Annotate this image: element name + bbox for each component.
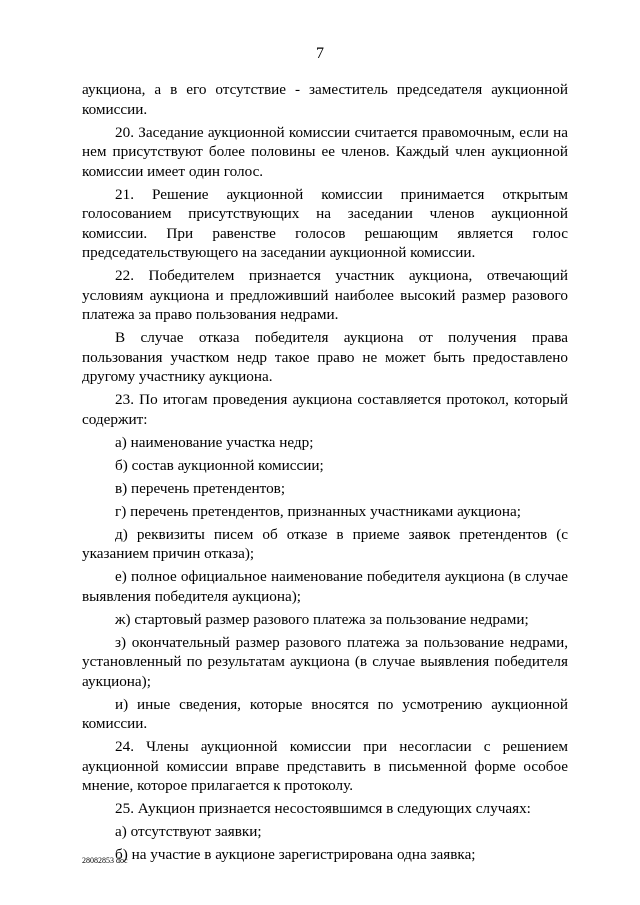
paragraph-25: 25. Аукцион признается несостоявшимся в следующих случаях: (115, 800, 531, 817)
list-item-e: е) полное официальное наименование победителя аукциона (в случае выявления победителя аукциона); (82, 568, 568, 605)
paragraph-22: 22. Победителем признается участник аукциона, отвечающий условиям аукциона и предложивший наиболее высокий размер разового платежа за право пользования недрами. (82, 267, 568, 323)
list-item-a: а) наименование участка недр; (115, 433, 314, 451)
page-number: 7 (316, 45, 324, 62)
list-item-g: г) перечень претендентов, признанных участниками аукциона; (115, 502, 521, 520)
paragraph-continuation: аукциона, а в его отсутствие - заместитель председателя аукционной комиссии. (82, 81, 568, 118)
list-item-v: в) перечень претендентов; (115, 479, 286, 497)
list-item-25-a: а) отсутствуют заявки; (115, 823, 262, 840)
document-body (82, 80, 568, 868)
list-item-b: б) состав аукционной комиссии; (115, 456, 324, 474)
list-item-25-b: б) на участие в аукционе зарегистрирована одна заявка; (115, 846, 476, 863)
paragraph-24: 24. Члены аукционной комиссии при несогласии с решением аукционной комиссии вправе представить в письменной форме особое мнение, которое прилагается к протоколу. (82, 738, 568, 794)
list-item-d: д) реквизиты писем об отказе в приеме заявок претендентов (с указанием причин отказа); (82, 525, 568, 562)
list-item-z: з) окончательный размер разового платежа за пользование недрами, установленный по результатам аукциона (в случае выявления победителя аукциона); (82, 633, 568, 690)
footer-doc-code: 28082853 doc (82, 856, 128, 865)
list-item-i: и) иные сведения, которые вносятся по усмотрению аукционной комиссии. (82, 695, 568, 732)
paragraph-20: 20. Заседание аукционной комиссии считается правомочным, если на нем присутствуют более половины ее членов. Каждый член аукционной комиссии имеет один голос. (82, 123, 568, 180)
list-item-zh: ж) стартовый размер разового платежа за пользование недрами; (115, 610, 529, 628)
paragraph-21: 21. Решение аукционной комиссии принимается открытым голосованием присутствующих на заседании членов аукционной комиссии. При равенстве голосов решающим является голос председательствующего на заседании аукционной комиссии. (82, 185, 568, 261)
paragraph-23: 23. По итогам проведения аукциона составляется протокол, который содержит: (82, 391, 568, 428)
paragraph-22-refusal: В случае отказа победителя аукциона от получения права пользования участком недр такое право не может быть предоставлено другому участнику аукциона. (82, 329, 568, 385)
